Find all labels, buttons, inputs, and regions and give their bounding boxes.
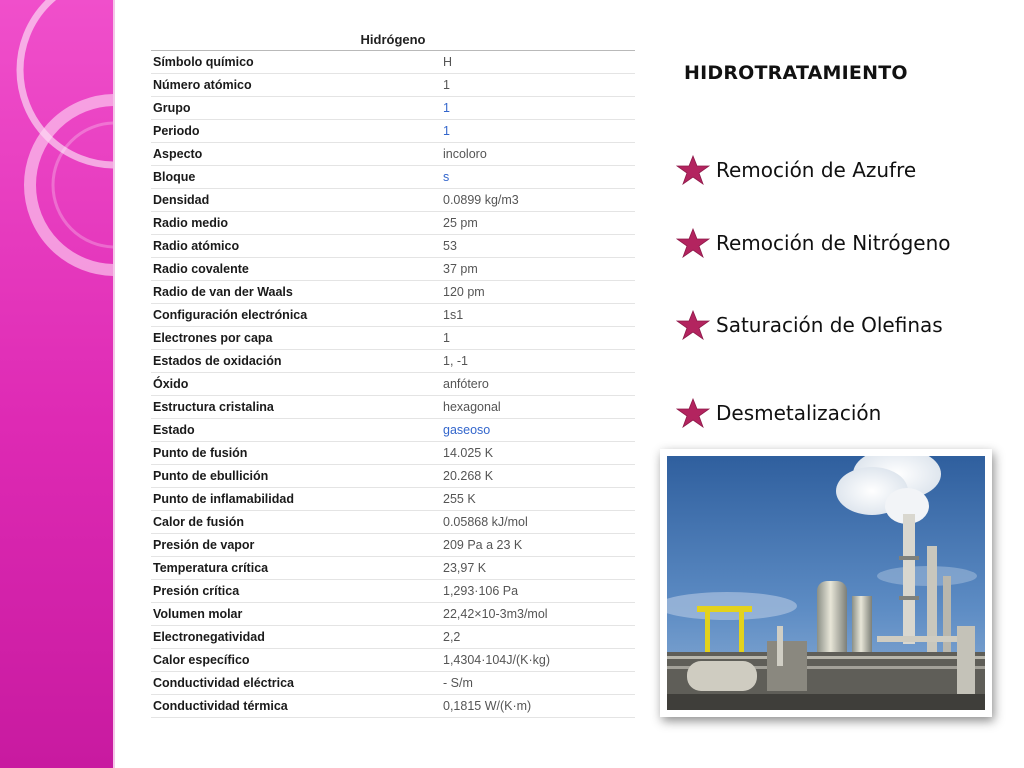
table-row [151,419,635,442]
table-row [151,580,635,603]
property-value: 255 K [441,488,635,511]
table-row [151,557,635,580]
property-name: Presión de vapor [151,534,441,557]
bullet-text: Saturación de Olefinas [716,313,943,337]
table-row [151,373,635,396]
property-name: Radio de van der Waals [151,281,441,304]
property-value: 1,293·106 Pa [441,580,635,603]
table-row [151,120,635,143]
property-name: Radio atómico [151,235,441,258]
star-icon [676,228,710,258]
property-value: 53 [441,235,635,258]
table-row [151,97,635,120]
bullet-text: Desmetalización [716,401,882,425]
property-value: 0.05868 kJ/mol [441,511,635,534]
table-row [151,189,635,212]
property-value[interactable]: s [441,166,635,189]
property-value[interactable]: 1 [441,97,635,120]
refinery-illustration [667,456,985,710]
table-row [151,51,635,74]
table-row [151,672,635,695]
bullet-text: Remoción de Azufre [716,158,917,182]
property-name: Punto de fusión [151,442,441,465]
property-name: Bloque [151,166,441,189]
property-value: 1, -1 [441,350,635,373]
table-row [151,396,635,419]
property-name: Electronegatividad [151,626,441,649]
property-name: Aspecto [151,143,441,166]
property-name: Estados de oxidación [151,350,441,373]
property-name: Grupo [151,97,441,120]
property-name: Punto de ebullición [151,465,441,488]
table-row [151,695,635,718]
bullet-item [676,397,881,429]
table-row [151,488,635,511]
property-name: Radio medio [151,212,441,235]
property-name: Estructura cristalina [151,396,441,419]
property-name: Periodo [151,120,441,143]
property-name: Calor específico [151,649,441,672]
property-value: - S/m [441,672,635,695]
table-title: Hidrógeno [151,30,635,51]
table-row [151,626,635,649]
bullet-item [676,227,951,259]
sidebar-edge [113,0,115,768]
property-value: 1 [441,327,635,350]
table-row [151,304,635,327]
table-row [151,212,635,235]
property-value: 22,42×10-3m3/mol [441,603,635,626]
property-name: Volumen molar [151,603,441,626]
property-value: 120 pm [441,281,635,304]
property-value: 0,1815 W/(K·m) [441,695,635,718]
property-name: Número atómico [151,74,441,97]
property-value: 1s1 [441,304,635,327]
decorative-arcs [0,0,113,768]
table-row [151,327,635,350]
property-name: Óxido [151,373,441,396]
star-icon [676,155,710,185]
refinery-photo [660,449,992,717]
properties-grid [151,51,635,718]
property-value: incoloro [441,143,635,166]
property-value: 14.025 K [441,442,635,465]
bullet-item [676,309,943,341]
property-name: Símbolo químico [151,51,441,74]
table-row [151,281,635,304]
property-name: Radio covalente [151,258,441,281]
property-name: Configuración electrónica [151,304,441,327]
table-row [151,603,635,626]
property-value: 25 pm [441,212,635,235]
property-name: Calor de fusión [151,511,441,534]
table-row [151,74,635,97]
sidebar-decoration [0,0,113,768]
bullet-item [676,154,916,186]
star-icon [676,310,710,340]
property-name: Punto de inflamabilidad [151,488,441,511]
property-value: anfótero [441,373,635,396]
table-row [151,534,635,557]
table-row [151,649,635,672]
bullet-text: Remoción de Nitrógeno [716,231,951,255]
property-name: Electrones por capa [151,327,441,350]
table-row [151,258,635,281]
table-row [151,442,635,465]
property-value: 20.268 K [441,465,635,488]
property-name: Estado [151,419,441,442]
property-name: Conductividad eléctrica [151,672,441,695]
slide-heading: HIDROTRATAMIENTO [684,62,908,84]
table-row [151,350,635,373]
property-value: 1 [441,74,635,97]
property-value: H [441,51,635,74]
table-row [151,235,635,258]
property-name: Presión crítica [151,580,441,603]
table-row [151,511,635,534]
property-value: 37 pm [441,258,635,281]
property-value: 209 Pa a 23 K [441,534,635,557]
table-row [151,465,635,488]
property-value: 23,97 K [441,557,635,580]
property-value: 0.0899 kg/m3 [441,189,635,212]
properties-table [151,30,635,718]
property-value: 2,2 [441,626,635,649]
property-value: hexagonal [441,396,635,419]
property-name: Densidad [151,189,441,212]
property-name: Temperatura crítica [151,557,441,580]
table-row [151,143,635,166]
property-value[interactable]: gaseoso [441,419,635,442]
property-value[interactable]: 1 [441,120,635,143]
property-name: Conductividad térmica [151,695,441,718]
table-row [151,166,635,189]
property-value: 1,4304·104J/(K·kg) [441,649,635,672]
star-icon [676,398,710,428]
